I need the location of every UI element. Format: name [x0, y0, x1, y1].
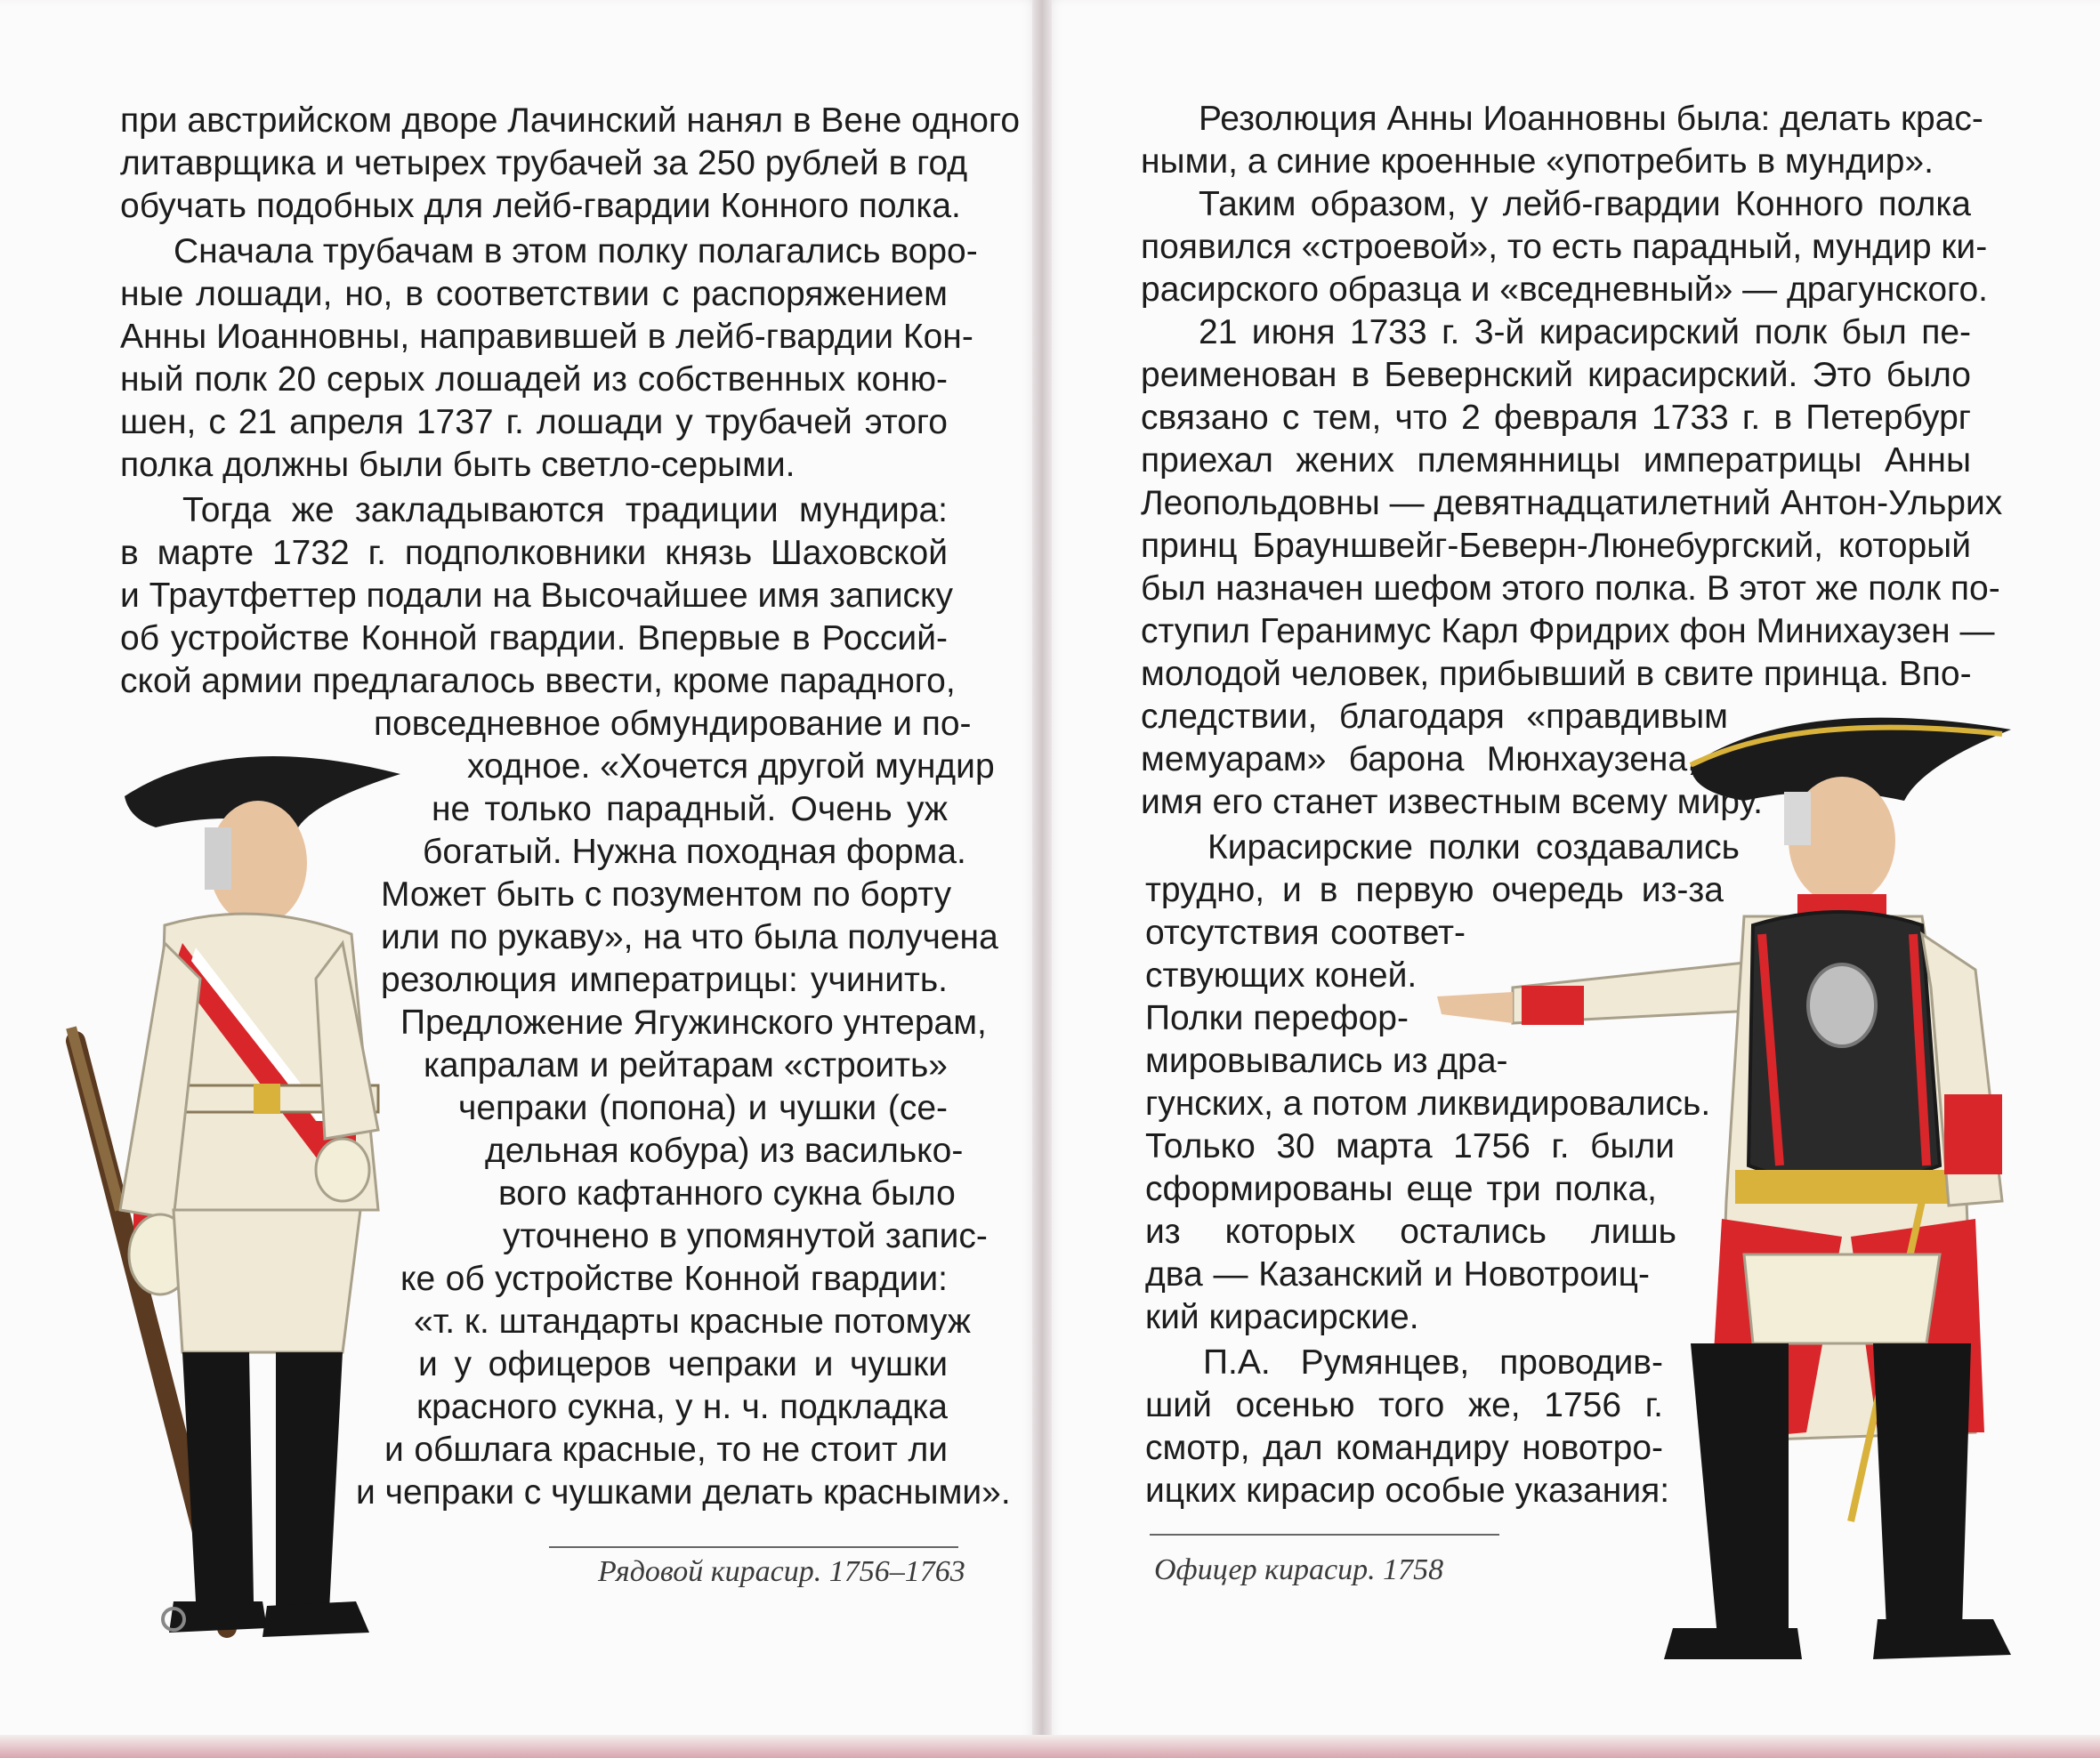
text-line: молодой человек, прибывший в свите принца. Впо- — [1141, 655, 1972, 693]
text-line: ке об устройстве Конной гвардии: — [400, 1260, 948, 1298]
text-line: и обшлага красные, то не стоит ли — [384, 1431, 948, 1469]
text-line: Резолюция Анны Иоанновны была: делать крас- — [1199, 100, 1983, 138]
text-line: ицких кирасир особые указания: — [1145, 1472, 1670, 1510]
text-line: не только парадный. Очень уж — [432, 790, 948, 828]
text-line: отсутствия соответ- — [1145, 914, 1466, 952]
text-line: ской армии предлагалось ввести, кроме парадного, — [120, 662, 956, 700]
text-line: смотр, дал командиру новотро- — [1145, 1429, 1663, 1467]
text-line: красного сукна, у н. ч. подкладка — [416, 1388, 948, 1426]
private-cuirassier-illustration — [49, 712, 423, 1664]
text-line: чепраки (попона) и чушки (се- — [458, 1089, 948, 1127]
figure-caption-right: Офицер кирасир. 1758 — [1154, 1553, 1444, 1586]
text-line: расирского образца и «вседневный» — драгунского. — [1141, 270, 1988, 309]
text-line: и Траутфеттер подали на Высочайшее имя записку — [120, 577, 954, 615]
caption-rule-left — [549, 1546, 958, 1548]
text-line: ходное. «Хочется другой мундир — [467, 747, 995, 786]
text-line: имя его станет известным всему миру. — [1141, 783, 1763, 821]
text-line: литаврщика и четырех трубачей за 250 рублей в год — [120, 144, 968, 182]
figure-caption-left: Рядовой кирасир. 1756–1763 — [598, 1555, 965, 1588]
text-line: и чепраки с чушками делать красными». — [356, 1473, 1011, 1512]
text-line: гунских, а потом ликвидировались. — [1145, 1085, 1711, 1123]
text-line: кий кирасирские. — [1145, 1298, 1419, 1336]
text-line: уточнено в упомянутой запис- — [503, 1217, 988, 1255]
text-line: повседневное обмундирование и по- — [374, 705, 972, 743]
text-line: из которых остались лишь — [1145, 1213, 1676, 1251]
text-line: Сначала трубачам в этом полку полагались воро- — [174, 232, 978, 270]
text-line: ший осенью того же, 1756 г. — [1145, 1386, 1663, 1424]
text-line: капралам и рейтарам «строить» — [424, 1046, 948, 1085]
text-line: приехал жених племянницы императрицы Анны — [1141, 441, 1971, 480]
text-line: Только 30 марта 1756 г. были — [1145, 1127, 1675, 1165]
text-line: реименован в Бевернский кирасирский. Это было — [1141, 356, 1971, 394]
text-line: ные лошади, но, в соответствии с распоряжением — [120, 275, 948, 313]
text-line: об устройстве Конной гвардии. Впервые в Россий- — [120, 619, 948, 657]
text-line: обучать подобных для лейб-гвардии Конного полка. — [120, 187, 961, 225]
text-line: Полки перефор- — [1145, 999, 1409, 1037]
text-line: резолюция императрицы: учинить. — [381, 961, 948, 999]
text-line: или по рукаву», на что была получена — [381, 918, 998, 956]
text-line: 21 июня 1733 г. 3-й кирасирский полк был пе- — [1199, 313, 1971, 351]
text-line: богатый. Нужна походная форма. — [423, 833, 966, 871]
text-line: два — Казанский и Новотроиц- — [1145, 1255, 1650, 1294]
text-line: был назначен шефом этого полка. В этот же полк по- — [1141, 569, 2000, 608]
text-line: связано с тем, что 2 февраля 1733 г. в Петербург — [1141, 399, 1971, 437]
text-line: в марте 1732 г. подполковники князь Шаховской — [120, 534, 948, 572]
text-line: Леопольдовны — девятнадцатилетний Антон-Ульрих — [1141, 484, 2003, 522]
text-line: трудно, и в первую очередь из-за — [1145, 871, 1724, 909]
text-line: сформированы еще три полка, — [1145, 1170, 1657, 1208]
text-line: ствующих коней. — [1145, 956, 1418, 995]
text-line: Таким образом, у лейб-гвардии Конного полка — [1199, 185, 1971, 223]
text-line: дельная кобура) из василько- — [485, 1132, 964, 1170]
text-line: Анны Иоанновны, направившей в лейб-гвардии Кон- — [120, 318, 973, 356]
text-line: и у офицеров чепраки и чушки — [418, 1345, 948, 1383]
caption-rule-right — [1150, 1534, 1499, 1536]
text-line: Кирасирские полки создавались — [1208, 828, 1740, 867]
text-line: следствии, благодаря «правдивым — [1141, 698, 1728, 736]
book-gutter — [1032, 0, 1052, 1758]
text-line: вого кафтанного сукна было — [498, 1174, 956, 1213]
text-line: П.А. Румянцев, проводив- — [1203, 1343, 1663, 1382]
text-line: ными, а синие кроенные «употребить в мундир». — [1141, 142, 1934, 181]
text-line: Может быть с позументом по борту — [381, 875, 952, 914]
text-line: мемуарам» барона Мюнхаузена, — [1141, 740, 1697, 778]
text-line: мировывались из дра- — [1145, 1042, 1508, 1080]
text-line: полка должны были быть светло-серыми. — [120, 446, 796, 484]
text-line: появился «строевой», то есть парадный, мундир ки- — [1141, 228, 1988, 266]
text-line: Тогда же закладываются традиции мундира: — [182, 491, 948, 529]
page-bottom-edge — [0, 1735, 2100, 1758]
text-line: ный полк 20 серых лошадей из собственных коню- — [120, 360, 948, 399]
text-line: при австрийском дворе Лачинский нанял в Вене одного — [120, 101, 1021, 140]
text-line: «т. к. штандарты красные потомуж — [414, 1302, 971, 1341]
text-line: ступил Геранимус Карл Фридрих фон Минихаузен — — [1141, 612, 1995, 650]
text-line: Предложение Ягужинского унтерам, — [400, 1004, 987, 1042]
text-line: шен, с 21 апреля 1737 г. лошади у трубачей этого — [120, 403, 948, 441]
text-line: принц Брауншвейг-Беверн-Люнебургский, который — [1141, 527, 1971, 565]
